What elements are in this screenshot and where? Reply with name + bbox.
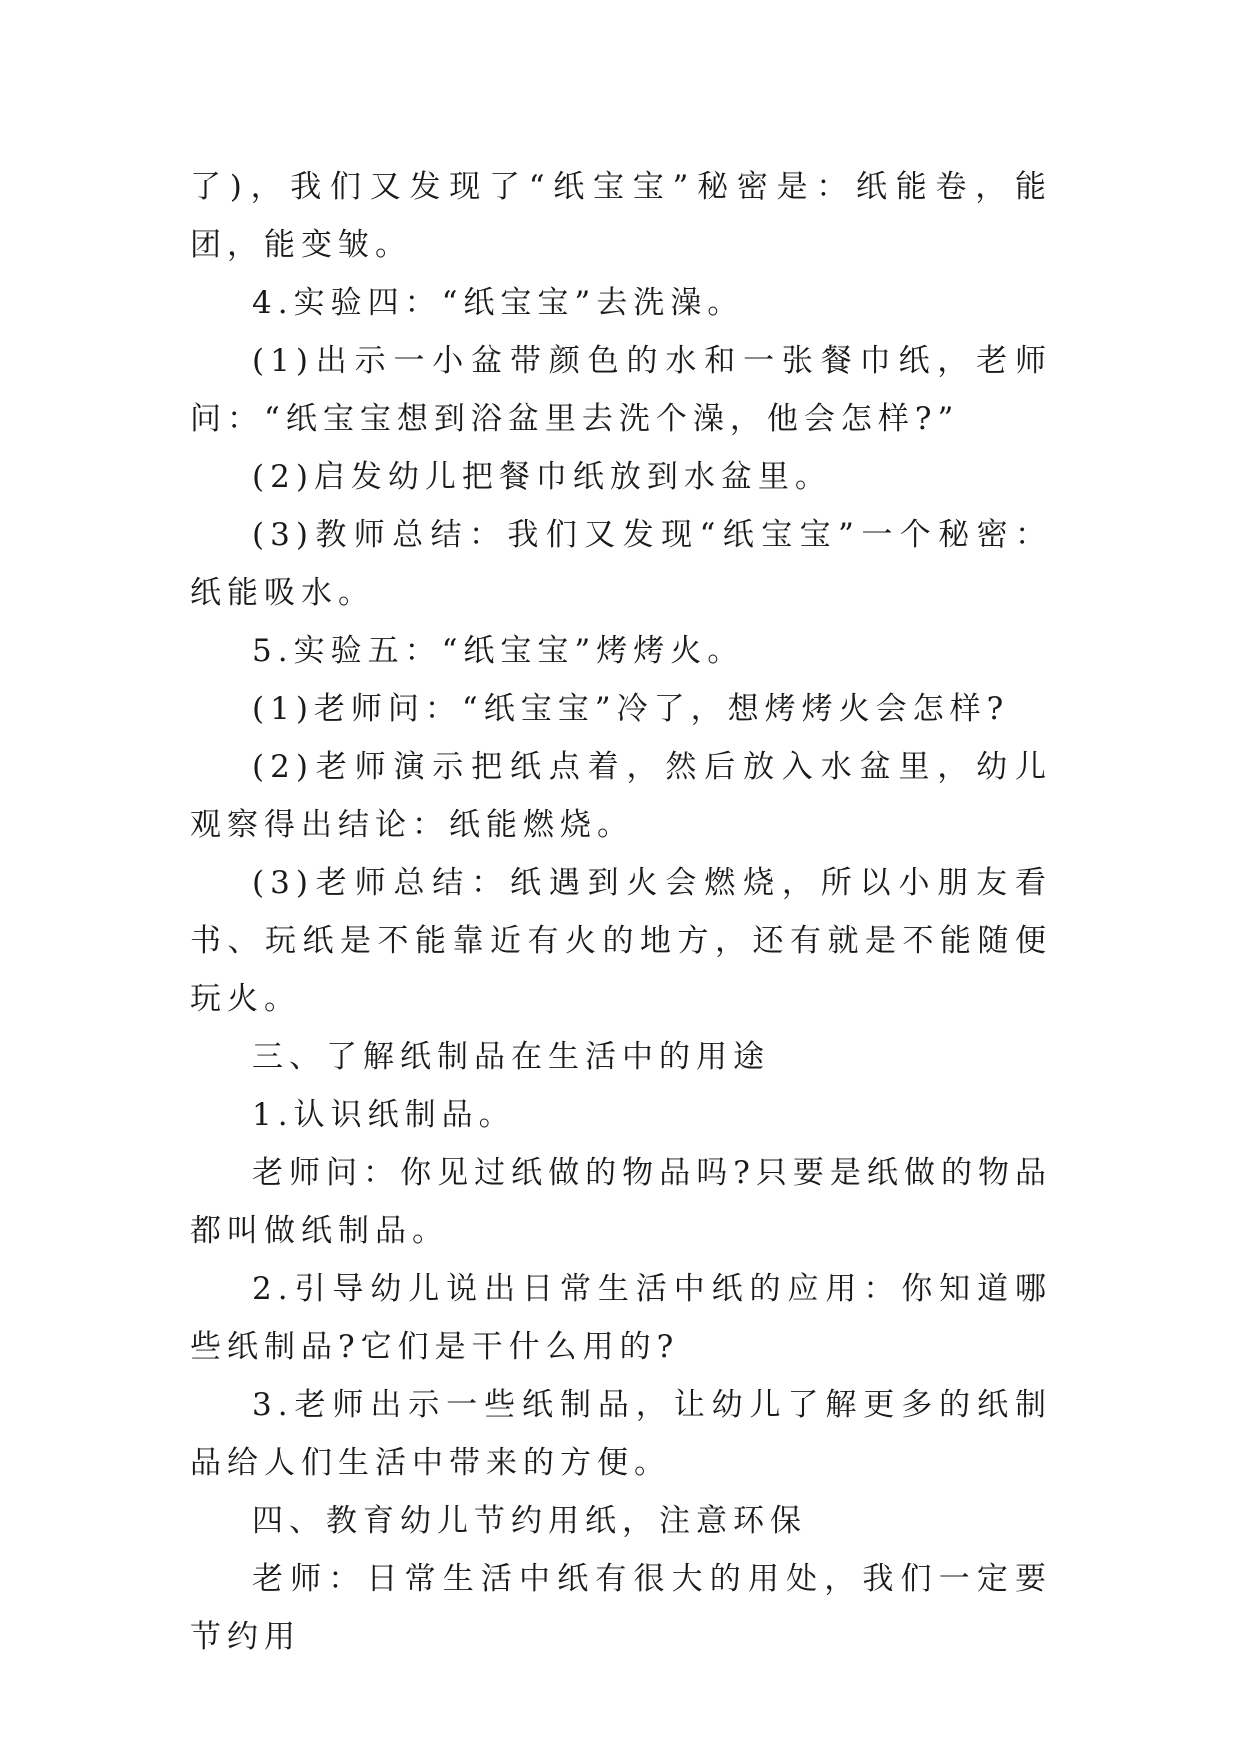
paragraph: 3.老师出示一些纸制品，让幼儿了解更多的纸制品给人们生活中带来的方便。 [190, 1387, 1052, 1481]
paragraph: 了)，我们又发现了“纸宝宝”秘密是：纸能卷，能团，能变皱。 [190, 169, 1052, 263]
paragraph: (1)出示一小盆带颜色的水和一张餐巾纸，老师问：“纸宝宝想到浴盆里去洗个澡，他会怎样?” [190, 343, 1052, 437]
paragraph: (1)老师问：“纸宝宝”冷了，想烤烤火会怎样? [252, 691, 1010, 727]
section-heading: 三、了解纸制品在生活中的用途 [252, 1039, 770, 1075]
paragraph: 5.实验五：“纸宝宝”烤烤火。 [252, 633, 745, 669]
paragraph: 4.实验四：“纸宝宝”去洗澡。 [252, 285, 745, 321]
document-body [190, 158, 1052, 1666]
section-heading: 四、教育幼儿节约用纸，注意环保 [252, 1503, 807, 1539]
paragraph: (3)老师总结：纸遇到火会燃烧，所以小朋友看书、玩纸是不能靠近有火的地方，还有就是不能随便玩火。 [190, 865, 1052, 1017]
paragraph: 2.引导幼儿说出日常生活中纸的应用：你知道哪些纸制品?它们是干什么用的? [190, 1271, 1052, 1365]
paragraph: 老师问：你见过纸做的物品吗?只要是纸做的物品都叫做纸制品。 [190, 1155, 1052, 1249]
paragraph: (2)老师演示把纸点着，然后放入水盆里，幼儿观察得出结论：纸能燃烧。 [190, 749, 1052, 843]
paragraph: 1.认识纸制品。 [252, 1097, 516, 1133]
paragraph: 老师：日常生活中纸有很大的用处，我们一定要节约用 [190, 1561, 1052, 1655]
paragraph: (2)启发幼儿把餐巾纸放到水盆里。 [252, 459, 832, 495]
paragraph: (3)教师总结：我们又发现“纸宝宝”一个秘密：纸能吸水。 [190, 517, 1052, 611]
